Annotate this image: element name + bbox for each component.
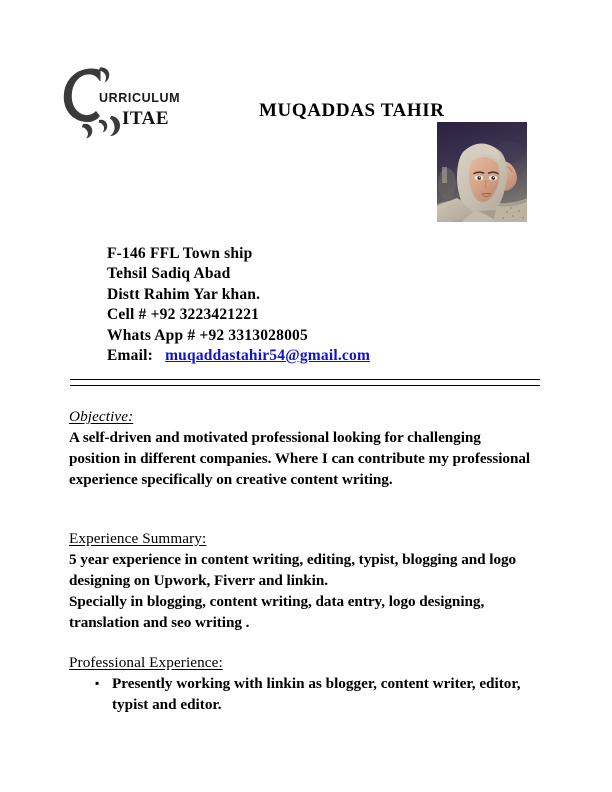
section-body-objective (69, 427, 535, 490)
section-heading-professional-experience: Professional Experience: (69, 654, 223, 671)
section-divider (70, 379, 540, 386)
contact-whatsapp-number: Whats App # +92 3313028005 (107, 326, 308, 344)
experience-summary-paragraph-2: Specially in blogging, content writing, data entry, logo designing, translation and seo writing . (69, 593, 485, 631)
address-line-tehsil: Tehsil Sadiq Abad (107, 265, 231, 283)
section-objective (69, 408, 535, 490)
logo-word-vitae: ITAE (122, 108, 170, 129)
email-link[interactable]: muqaddastahir54@gmail.com (165, 347, 371, 365)
email-label: Email: (107, 347, 153, 365)
square-bullet-icon: ▪ (95, 676, 100, 690)
professional-experience-list (69, 673, 535, 715)
address-line-district: Distt Rahim Yar khan. (107, 285, 261, 303)
address-line-street: F-146 FFL Town ship (107, 245, 253, 262)
avatar-photo (437, 122, 527, 222)
objective-paragraph: A self-driven and motivated professional looking for challenging position in different companies. Where I can contribute my professional experience specifically on creative content writing. (69, 429, 531, 488)
list-item (69, 673, 535, 715)
curriculum-vitae-logo (56, 64, 196, 140)
list-item-text: Presently working with linkin as blogger, content writer, editor, typist and editor. (112, 675, 521, 713)
experience-summary-paragraph-1: 5 year experience in content writing, editing, typist, blogging and logo designing on Upwork, Fiverr and linkin. (69, 551, 517, 589)
section-heading-objective: Objective: (69, 408, 134, 425)
section-professional-experience (69, 654, 535, 715)
contact-cell-number: Cell # +92 3223421221 (107, 306, 260, 324)
section-heading-experience-summary: Experience Summary: (69, 530, 207, 547)
contact-block (107, 244, 370, 366)
logo-word-curriculum: URRICULUM (99, 91, 181, 105)
portrait-image (437, 122, 527, 222)
contact-email-row (107, 346, 370, 366)
section-body-experience-summary (69, 549, 535, 633)
page-title-full-name: MUQADDAS TAHIR (259, 100, 445, 121)
section-experience-summary (69, 530, 535, 633)
